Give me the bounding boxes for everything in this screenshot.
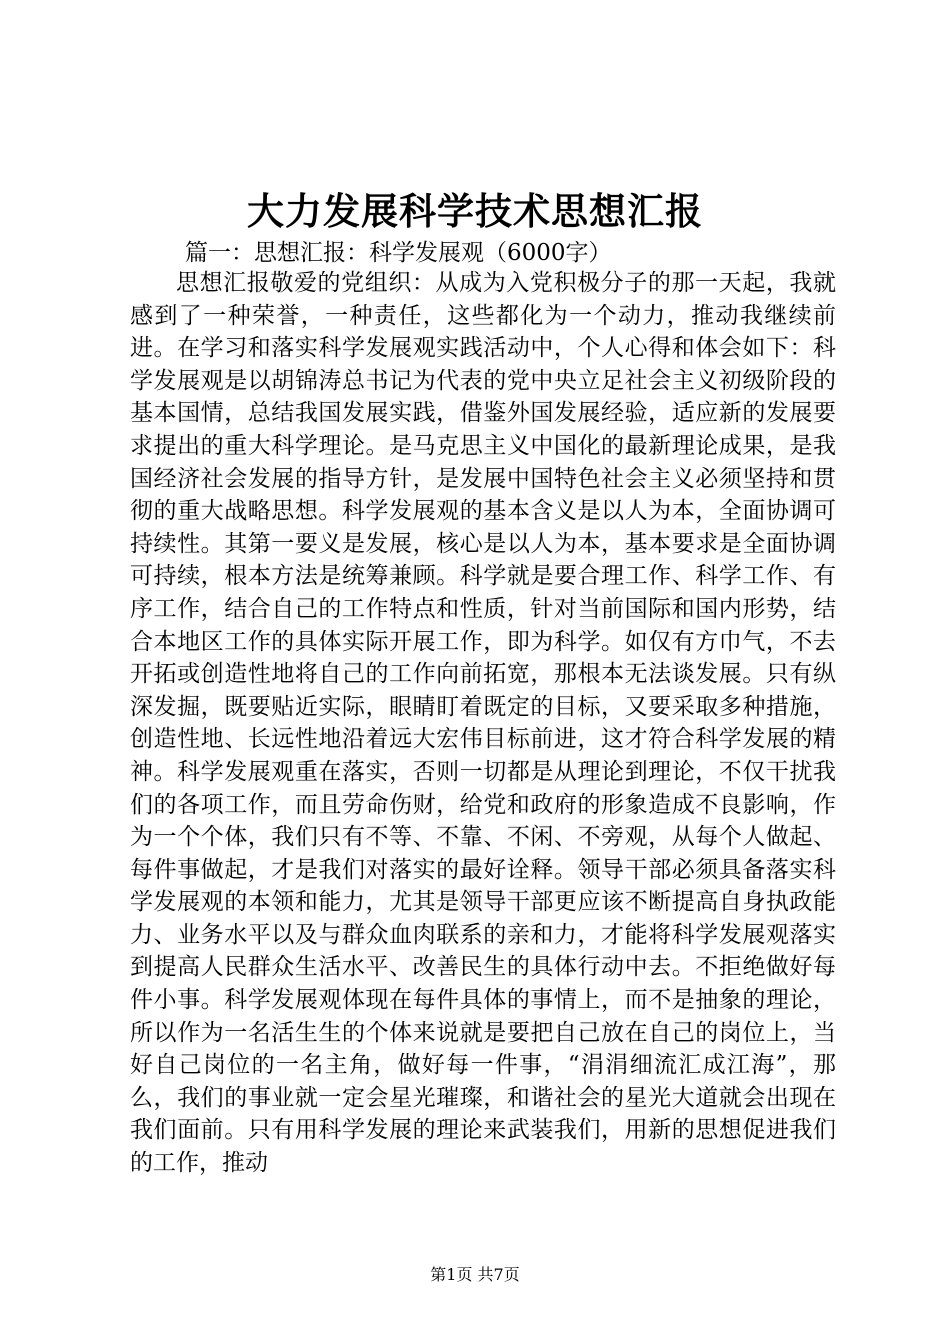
document-subtitle: 篇一：思想汇报：科学发展观（6000字） bbox=[185, 240, 612, 266]
document-title: 大力发展科学技术思想汇报 bbox=[247, 189, 703, 233]
page-number: 第1页 共7页 bbox=[430, 1265, 520, 1284]
document-body: 思想汇报敬爱的党组织：从成为入党积极分子的那一天起，我就感到了一种荣誉，一种责任，这些都化为一个动力，推动我继续前进。在学习和落实科学发展观实践活动中，个人心得和体会如下：科学发展观是以胡锦涛总书记为代表的党中央立足社会主义初级阶段的基本国情，总结我国发展实践，借鉴外国发展经验，适应新的发展要求提出的重大科学理论。是马克思主义中国化的最新理论成果，是我国经济社会发展的指导方针，是发展中国特色社会主义必须坚持和贯彻的重大战略思想。科学发展观的基本含义是以人为本，全面协调可持续性。其第一要义是发展，核心是以人为本，基本要求是全面协调可持续，根本方法是统筹兼顾。科学就是要合理工作、科学工作、有序工作，结合自己的工作特点和性质，针对当前国际和国内形势，结合本地区工作的具体实际开展工作，即为科学。如仅有方巾气，不去开拓或创造性地将自己的工作向前拓宽，那根本无法谈发展。只有纵深发掘，既要贴近实际，眼睛盯着既定的目标，又要采取多种措施，创造性地、长远性地沿着远大宏伟目标前进，这才符合科学发展的精神。科学发展观重在落实，否则一切都是从理论到理论，不仅干扰我们的各项工作，而且劳命伤财，给党和政府的形象造成不良影响，作为一个个体，我们只有不等、不靠、不闲、不旁观，从每个人做起、每件事做起，才是我们对落实的最好诠释。领导干部必须具备落实科学发展观的本领和能力，尤其是领导干部更应该不断提高自身执政能力、业务水平以及与群众血肉联系的亲和力，才能将科学发展观落实到提高人民群众生活水平、改善民生的具体行动中去。不拒绝做好每件小事。科学发展观体现在每件具体的事情上，而不是抽象的理论，所以作为一名活生生的个体来说就是要把自己放在自己的岗位上，当好自己岗位的一名主角，做好每一件事，“涓涓细流汇成江海”，那么，我们的事业就一定会星光璀璨，和谐社会的星光大道就会出现在我们面前。只有用科学发展的理论来武装我们，用新的思想促进我们的工作，推动 bbox=[130, 270, 836, 1177]
